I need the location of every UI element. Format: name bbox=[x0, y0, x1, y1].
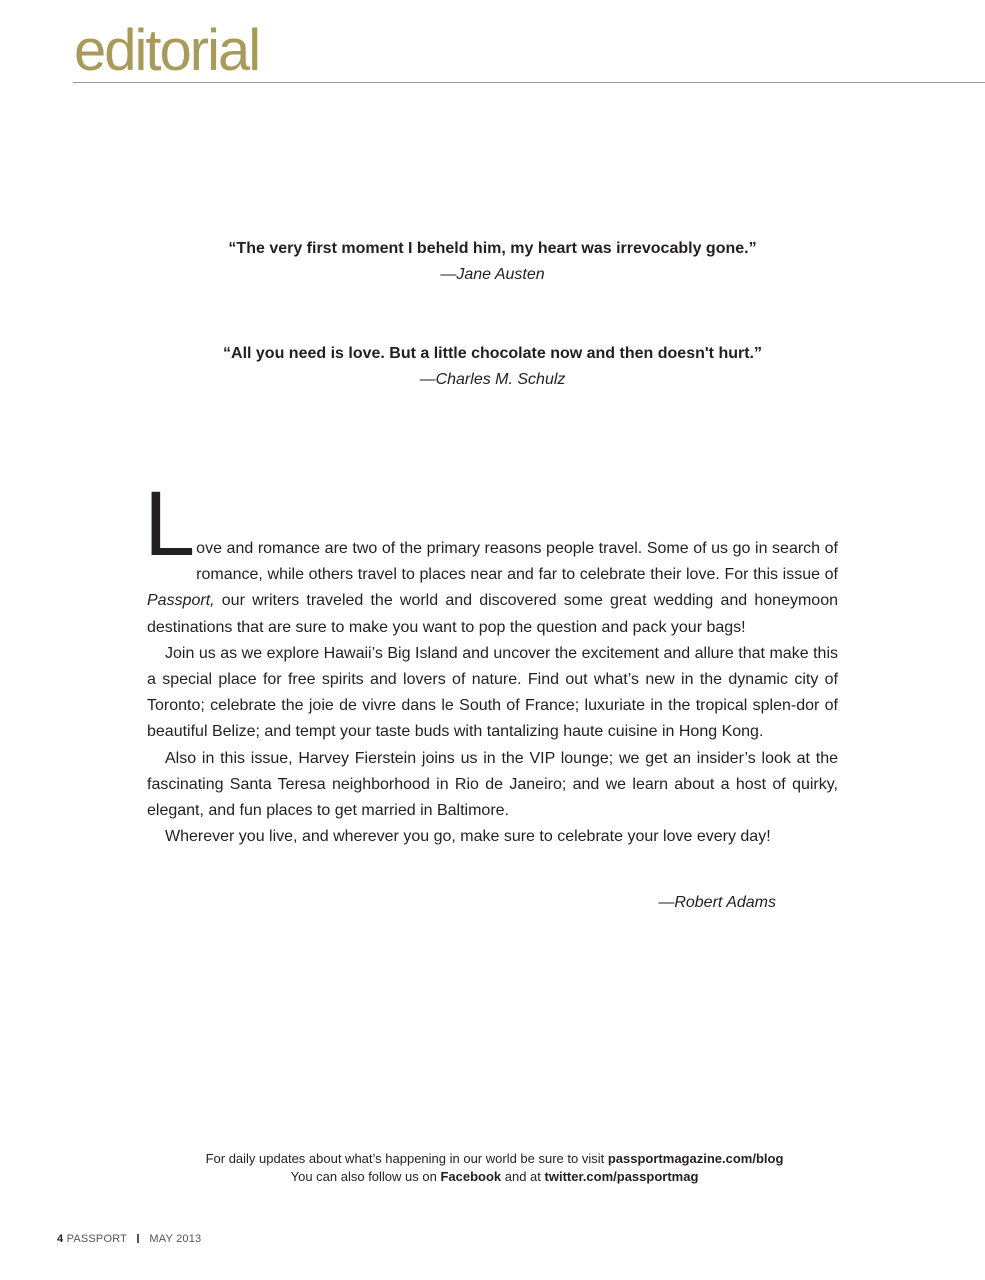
paragraph-intro-text: ove and romance are two of the primary reasons people travel. Some of us go in search of romance, while others travel to places near and far to celebrate their love. For this issue of bbox=[196, 540, 838, 584]
issue-date: MAY 2013 bbox=[149, 1233, 202, 1245]
quote-text: “All you need is love. But a little chocolate now and then doesn't hurt.” bbox=[223, 345, 762, 362]
paragraph-features: Also in this issue, Harvey Fierstein joins us in the VIP lounge; we get an insider’s look at the fascinating Santa Teresa neighborhood in Rio de Janeiro; and we learn about a host of quirky, elegant, and fun places to get married in Baltimore. bbox=[147, 749, 838, 820]
footer-text: You can also follow us on bbox=[290, 1169, 441, 1184]
quote-author: —Charles M. Schulz bbox=[419, 371, 566, 388]
footer-note bbox=[0, 1150, 985, 1186]
footer-text: For daily updates about what’s happening in our world be sure to visit bbox=[205, 1151, 608, 1166]
quote-schulz bbox=[0, 341, 985, 393]
editorial-body bbox=[144, 473, 838, 850]
drop-cap: L bbox=[144, 473, 196, 575]
footer-line-blog bbox=[0, 1150, 985, 1168]
magazine-name: Passport, bbox=[147, 592, 215, 610]
paragraph-intro bbox=[144, 473, 838, 641]
title-rule bbox=[73, 82, 985, 83]
twitter-link[interactable]: twitter.com/passportmag bbox=[544, 1169, 699, 1184]
paragraph-destinations: Join us as we explore Hawaii’s Big Island and uncover the excitement and allure that make this a special place for free spirits and lovers of nature. Find out what’s new in the dynamic city of Toronto; celebrate the joie de vivre dans le South of France; luxuriate in the tropical splen-dor of beautiful Belize; and tempt your taste buds with tantalizing haute cuisine in Hong Kong. bbox=[147, 644, 838, 741]
editor-signature: —Robert Adams bbox=[658, 894, 776, 911]
footer-text: and at bbox=[501, 1169, 545, 1184]
quote-author: —Jane Austen bbox=[440, 266, 545, 283]
paragraph-intro-text-end: our writers traveled the world and discovered some great wedding and honeymoon destinations that are sure to make you want to pop the question and pack your bags! bbox=[147, 592, 838, 636]
magazine-name-folio: PASSPORT bbox=[66, 1233, 127, 1245]
blog-link[interactable]: passportmagazine.com/blog bbox=[607, 1151, 784, 1166]
page-number: 4 bbox=[57, 1233, 64, 1245]
footer-line-social bbox=[0, 1168, 985, 1186]
folio-separator bbox=[137, 1234, 139, 1243]
paragraph-closing: Wherever you live, and wherever you go, make sure to celebrate your love every day! bbox=[165, 828, 771, 846]
quote-austen bbox=[0, 236, 985, 288]
quote-text: “The very first moment I beheld him, my heart was irrevocably gone.” bbox=[228, 240, 757, 257]
page-folio bbox=[57, 1233, 201, 1245]
section-title: editorial bbox=[74, 18, 260, 83]
facebook-link[interactable]: Facebook bbox=[440, 1169, 502, 1184]
